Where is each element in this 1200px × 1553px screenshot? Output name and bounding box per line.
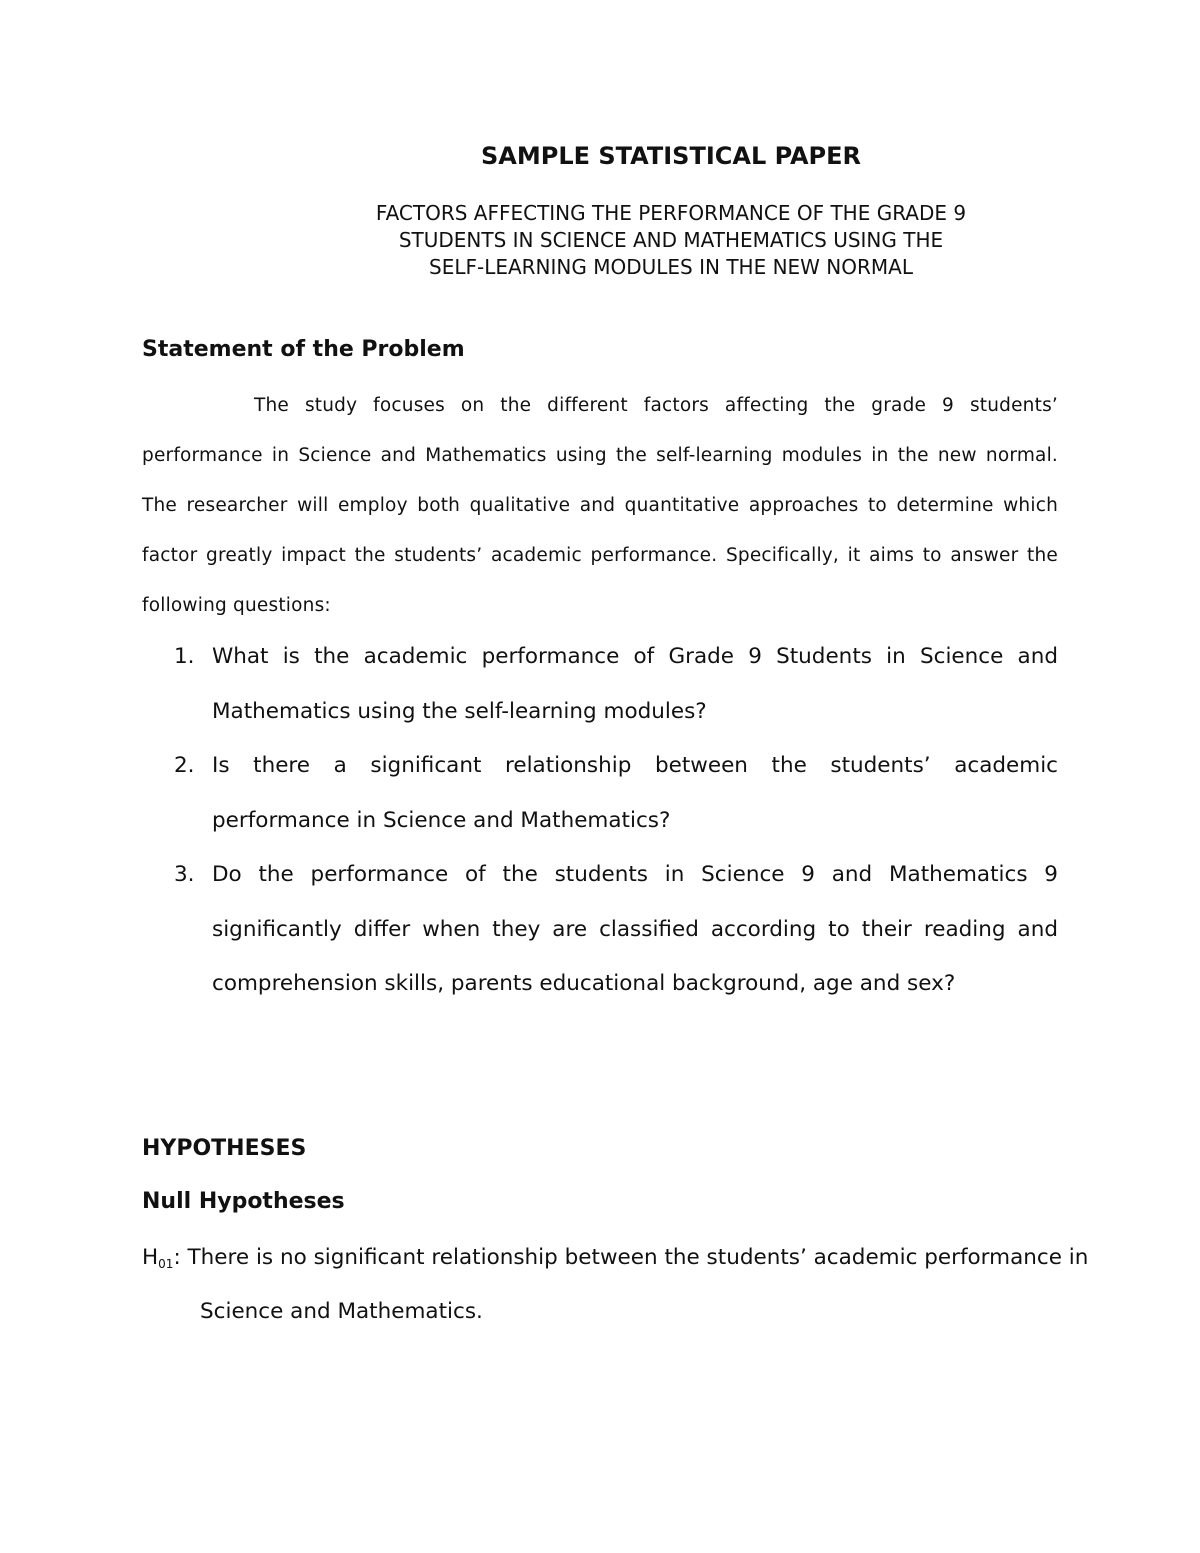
hypothesis-separator: : [173, 1245, 181, 1270]
statement-heading: Statement of the Problem [142, 337, 465, 362]
subtitle-line: SELF-LEARNING MODULES IN THE NEW NORMAL [429, 255, 913, 279]
question-item [142, 630, 1058, 739]
null-hypotheses-heading: Null Hypotheses [142, 1189, 345, 1214]
question-list [142, 630, 1058, 1012]
subtitle-line: STUDENTS IN SCIENCE AND MATHEMATICS USING THE [398, 228, 944, 252]
document-title: SAMPLE STATISTICAL PAPER [480, 142, 862, 170]
hypothesis-symbol: H [142, 1245, 159, 1270]
question-number: 2. [174, 753, 195, 778]
hypothesis-subscript: 01 [158, 1257, 174, 1271]
question-number: 1. [174, 644, 195, 669]
statement-paragraph: The study focuses on the different factors affecting the grade 9 students’ performance in Science and Mathematics using the self-learning modules in the new normal. The researcher will employ both qualitative and quantitative approaches to determine which factor greatly impact the students’ academic performance. Specifically, it aims to answer the following questions: [142, 395, 1058, 616]
hypothesis-item [142, 1231, 1116, 1339]
hypotheses-heading: HYPOTHESES [142, 1136, 307, 1161]
question-text: What is the academic performance of Grade 9 Students in Science and Mathematics using the self-learning modules? [212, 644, 1058, 724]
question-text: Is there a significant relationship between the students’ academic performance in Science and Mathematics? [212, 753, 1058, 833]
question-item [142, 848, 1058, 1012]
question-text: Do the performance of the students in Science 9 and Mathematics 9 significantly differ when they are classified according to their reading and comprehension skills, parents educational background, age and sex? [212, 862, 1058, 996]
question-number: 3. [174, 862, 195, 887]
subtitle-line: FACTORS AFFECTING THE PERFORMANCE OF THE GRADE 9 [375, 201, 967, 225]
document-subtitle [142, 200, 1200, 281]
hypothesis-text: There is no significant relationship between the students’ academic performance in Science and Mathematics. [180, 1245, 1089, 1324]
question-item [142, 739, 1058, 848]
